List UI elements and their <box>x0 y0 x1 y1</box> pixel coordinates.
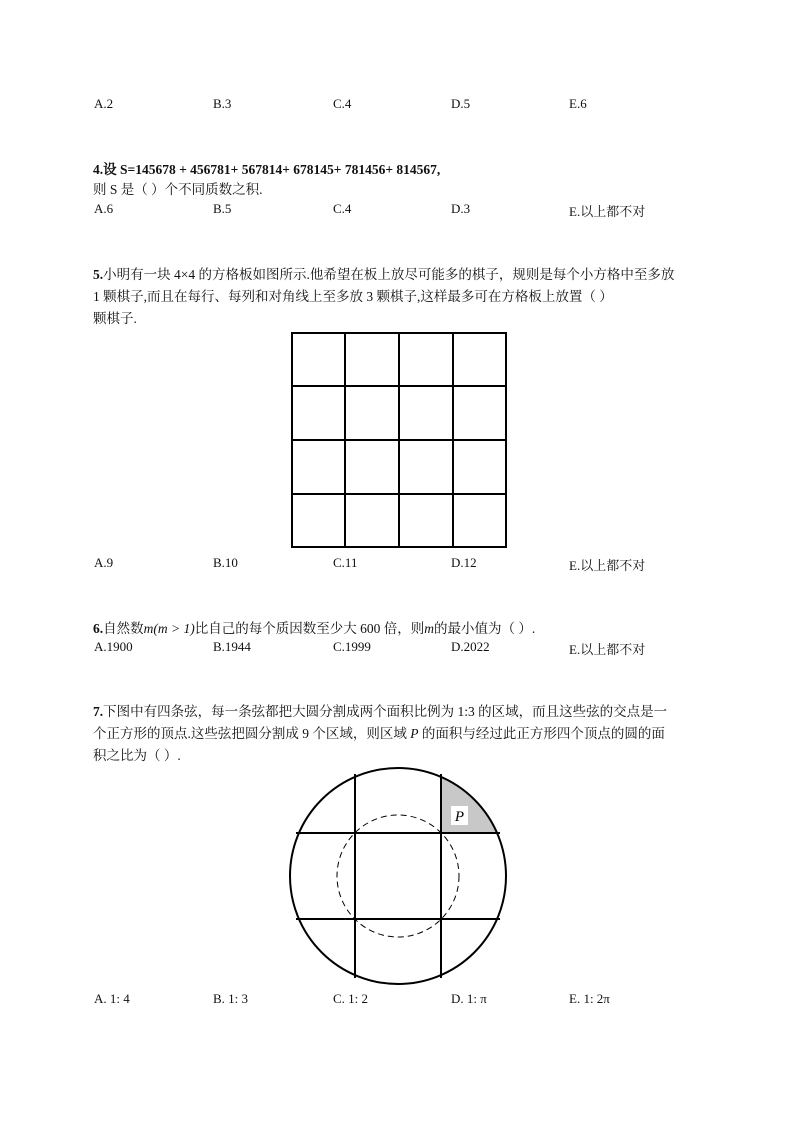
q6-condition: (m > 1) <box>153 621 195 636</box>
q5-option-b: B.10 <box>213 555 238 570</box>
q7-line-1 <box>93 700 667 720</box>
q7-option-d: D. 1: π <box>451 991 487 1006</box>
q3-option-b: B.3 <box>213 96 232 111</box>
q3-option-a: A.2 <box>94 96 114 111</box>
q4-option-c: C.4 <box>333 201 352 216</box>
q5-line-1 <box>93 263 674 283</box>
q3-option-e: E.6 <box>569 96 587 111</box>
q4-stem-2: 则 S 是（ ）个不同质数之积. <box>93 182 263 197</box>
q5-grid-board <box>291 332 507 548</box>
q7-stem-2a: 个正方形的顶点.这些弦把圆分割成 9 个区域，则区域 <box>93 726 411 741</box>
q7-stem-2b: 的面积与经过此正方形四个顶点的圆的面 <box>418 726 665 741</box>
q4-option-e: E.以上都不对 <box>569 204 646 219</box>
q4-option-a: A.6 <box>94 201 114 216</box>
q7-var-p: P <box>410 726 419 741</box>
region-p-shading <box>441 778 496 833</box>
q4-option-d: D.3 <box>451 201 471 216</box>
q6-option-d: D.2022 <box>451 639 490 654</box>
q6-mid: 比自己的每个质因数至少大 600 倍，则 <box>194 621 425 636</box>
q6-option-c: C.1999 <box>333 639 371 654</box>
q6-pre: 自然数 <box>103 621 144 636</box>
region-p-label: P <box>454 809 465 825</box>
q7-option-a: A. 1: 4 <box>94 991 130 1006</box>
q5-option-d: D.12 <box>451 555 477 570</box>
q7-stem-3: 积之比为（ ）. <box>93 748 181 763</box>
q5-stem-3: 颗棋子. <box>93 311 137 326</box>
q7-option-c: C. 1: 2 <box>333 991 369 1006</box>
q3-option-c: C.4 <box>333 96 352 111</box>
q5-number: 5. <box>93 267 104 282</box>
q6-number: 6. <box>93 621 104 636</box>
q7-option-e: E. 1: 2π <box>569 991 610 1006</box>
q6-option-e: E.以上都不对 <box>569 642 646 657</box>
q5-stem-1: 小明有一块 4×4 的方格板如图所示.他希望在板上放尽可能多的棋子，规则是每个小方格中至多放 <box>103 267 675 282</box>
q6-line-1 <box>93 617 535 637</box>
q6-post: 的最小值为（ ）. <box>433 621 536 636</box>
q5-stem-2: 1 颗棋子,而且在每行、每列和对角线上至多放 3 颗棋子,这样最多可在方格板上放置（ ） <box>93 289 613 304</box>
q3-option-d: D.5 <box>451 96 471 111</box>
q6-var-m-2: m <box>424 621 434 636</box>
q5-option-c: C.11 <box>333 555 358 570</box>
q6-var-m: m <box>143 621 154 636</box>
q4-option-b: B.5 <box>213 201 232 216</box>
q7-circle-diagram <box>285 765 515 990</box>
grid-outer-border <box>291 332 507 548</box>
q5-option-a: A.9 <box>94 555 114 570</box>
q7-stem-1: 下图中有四条弦，每一条弦都把大圆分割成两个面积比例为 1:3 的区域，而且这些弦的交点是一 <box>103 704 668 719</box>
q5-option-e: E.以上都不对 <box>569 558 646 573</box>
q7-option-b: B. 1: 3 <box>213 991 249 1006</box>
q6-option-a: A.1900 <box>94 639 133 654</box>
q4-number: 4. <box>93 162 104 177</box>
q7-line-2 <box>93 722 665 742</box>
q7-number: 7. <box>93 704 104 719</box>
q6-option-b: B.1944 <box>213 639 251 654</box>
q4-line-1 <box>93 158 440 178</box>
q4-stem-1: 设 S=145678 + 456781+ 567814+ 678145+ 781456+ 814567, <box>103 162 441 177</box>
